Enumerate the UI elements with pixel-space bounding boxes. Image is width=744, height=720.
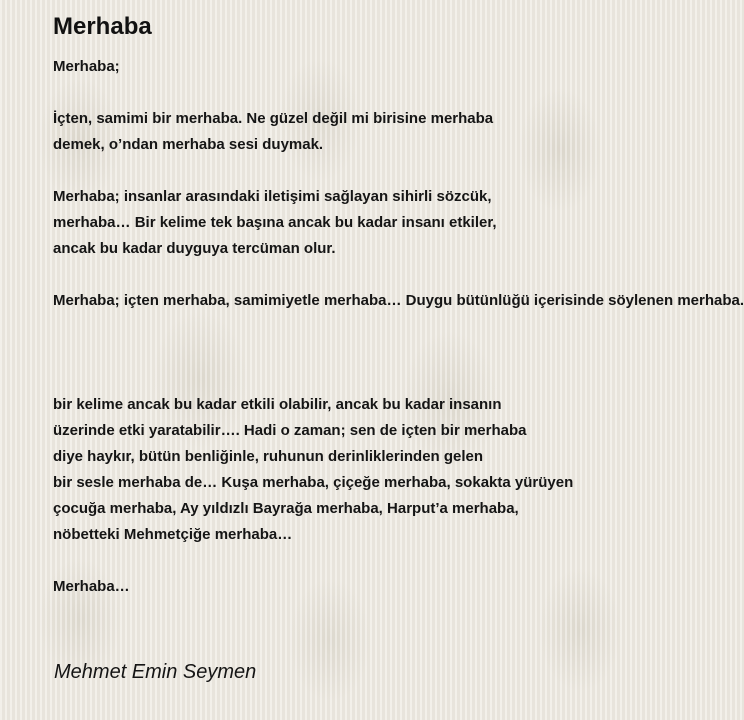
poem-line: nöbetteki Mehmetçiğe merhaba… [53,526,293,543]
poem-line: ancak bu kadar duyguya tercüman olur. [53,240,336,257]
poem-line: Merhaba; içten merhaba, samimiyetle merhaba… Duygu bütünlüğü içerisinde söylenen merhaba. [53,292,744,309]
poem-line: Merhaba… [53,578,130,595]
author-signature: Mehmet Emin Seymen [54,661,257,683]
poem-line: İçten, samimi bir merhaba. Ne güzel değil mi birisine merhaba [53,110,494,127]
stanza-gap [53,80,640,106]
poem-line: merhaba… Bir kelime tek başına ancak bu kadar insanı etkiler, [53,214,497,231]
poem-line: çocuğa merhaba, Ay yıldızlı Bayrağa merhaba, Harput’a merhaba, [53,500,519,517]
stanza-gap [53,548,640,574]
poem-body [53,54,744,600]
stanza-6 [53,574,640,600]
stanza-gap [53,158,640,184]
poem-title: Merhaba [53,13,152,40]
stanza-gap [53,314,640,392]
poem-line: Merhaba; [53,58,120,75]
stanza-4 [53,288,744,314]
stanza-2 [53,106,640,158]
poem-line: demek, o’ndan merhaba sesi duymak. [53,136,324,153]
stanza-1 [53,54,640,80]
stanza-3 [53,184,640,262]
stanza-gap [53,262,640,288]
stanza-5 [53,392,640,548]
poem-line: bir sesle merhaba de… Kuşa merhaba, çiçeğe merhaba, sokakta yürüyen [53,474,574,491]
poem-line: Merhaba; insanlar arasındaki iletişimi sağlayan sihirli sözcük, [53,188,492,205]
poem-line: diye haykır, bütün benliğinle, ruhunun derinliklerinden gelen [53,448,484,465]
poem-line: üzerinde etki yaratabilir…. Hadi o zaman; sen de içten bir merhaba [53,422,527,439]
poem-line: bir kelime ancak bu kadar etkili olabilir, ancak bu kadar insanın [53,396,502,413]
